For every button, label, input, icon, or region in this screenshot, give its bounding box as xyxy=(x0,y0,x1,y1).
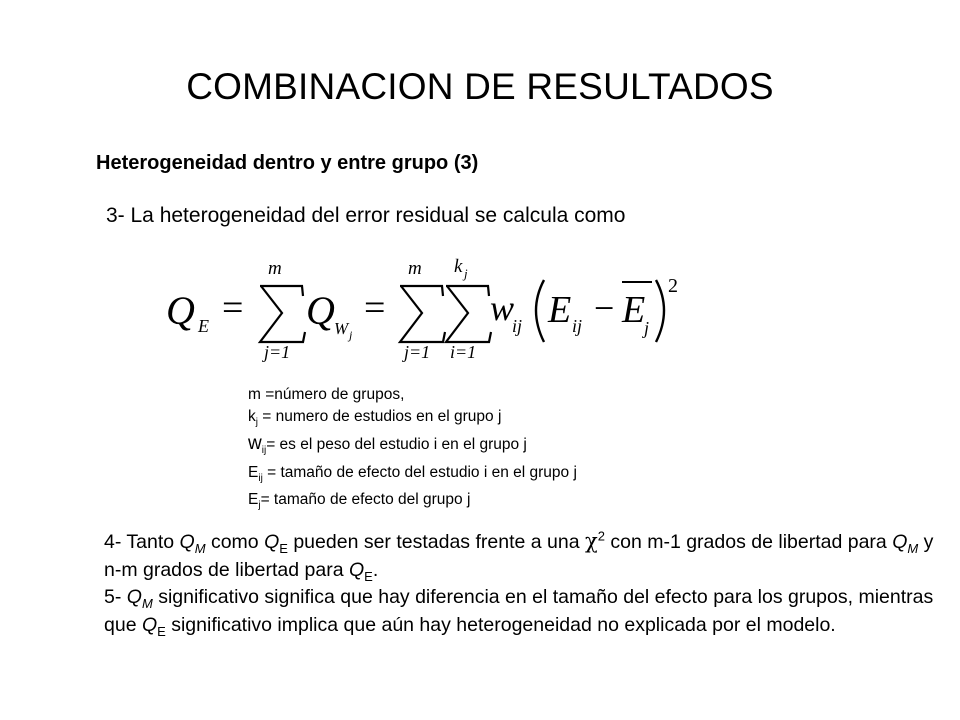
definition-w: $w_{ij}=$ es el peso del estudio i en el grupo j xyxy=(248,433,527,457)
note-5: 5- $Q_M$ significativo significa que hay diferencia en el tamaño del efecto para los grupos, mientras que $Q_E$ significativo implica que aún hay heterogeneidad no explicada por el modelo. xyxy=(104,586,934,639)
formula-sum-1-lower: j=1 xyxy=(264,342,291,362)
formula-qe: Q xyxy=(166,288,195,333)
formula-left-paren xyxy=(536,280,544,342)
formula-sigma-3 xyxy=(446,286,491,342)
formula-e: E xyxy=(548,289,572,331)
formula-sigma-1 xyxy=(260,286,305,342)
formula-e-sub: ij xyxy=(572,316,583,336)
variable-definitions xyxy=(248,384,577,517)
formula-sum-3-lower: i=1 xyxy=(450,342,477,362)
definition-m: m =número de grupos, xyxy=(248,386,405,403)
formula-w-sub: ij xyxy=(512,316,523,336)
formula-minus: − xyxy=(594,288,615,328)
formula-sum-3-upper-sub: j xyxy=(464,266,468,281)
formula-equals-1: = xyxy=(222,287,244,329)
formula-sum-2-upper: m xyxy=(408,258,422,279)
formula-qw: Q xyxy=(306,288,335,333)
heterogeneity-formula xyxy=(160,252,700,364)
formula-exponent: 2 xyxy=(668,275,678,297)
definition-e-j: $E_j=$ tamaño de efecto del grupo j xyxy=(248,491,471,512)
notes xyxy=(104,528,934,639)
formula-qe-sub: E xyxy=(198,316,209,336)
slide-subtitle: Heterogeneidad dentro y entre grupo (3) xyxy=(96,152,479,174)
formula-sum-2-lower: j=1 xyxy=(404,342,431,362)
formula-sum-3-upper: k xyxy=(454,256,463,277)
intro-text: 3- La heterogeneidad del error residual se calcula como xyxy=(106,204,626,227)
formula-qw-sub-j: j xyxy=(349,328,353,342)
formula-qw-sub-w: W xyxy=(334,319,349,338)
formula-right-paren xyxy=(656,280,664,342)
note-4: 4- Tanto $Q_M$ como $Q_E$ pueden ser testadas frente a una $\chi^2$ con m-1 grados de libertad para $Q_M$ y n-m grados de libertad para $Q_E$. xyxy=(104,528,934,584)
formula-ebar: E xyxy=(622,289,646,331)
slide-title: COMBINACION DE RESULTADOS xyxy=(186,66,774,107)
formula-w: w xyxy=(490,288,515,328)
formula-ebar-sub: j xyxy=(644,318,650,338)
formula-equals-2: = xyxy=(364,287,386,329)
definition-k: $k_j$ = numero de estudios en el grupo j xyxy=(248,407,502,428)
formula-sum-1-upper: m xyxy=(268,258,282,279)
formula-sigma-2 xyxy=(400,286,445,342)
definition-e-ij: $E_{ij}$ = tamaño de efecto del estudio i en el grupo j xyxy=(248,463,577,484)
